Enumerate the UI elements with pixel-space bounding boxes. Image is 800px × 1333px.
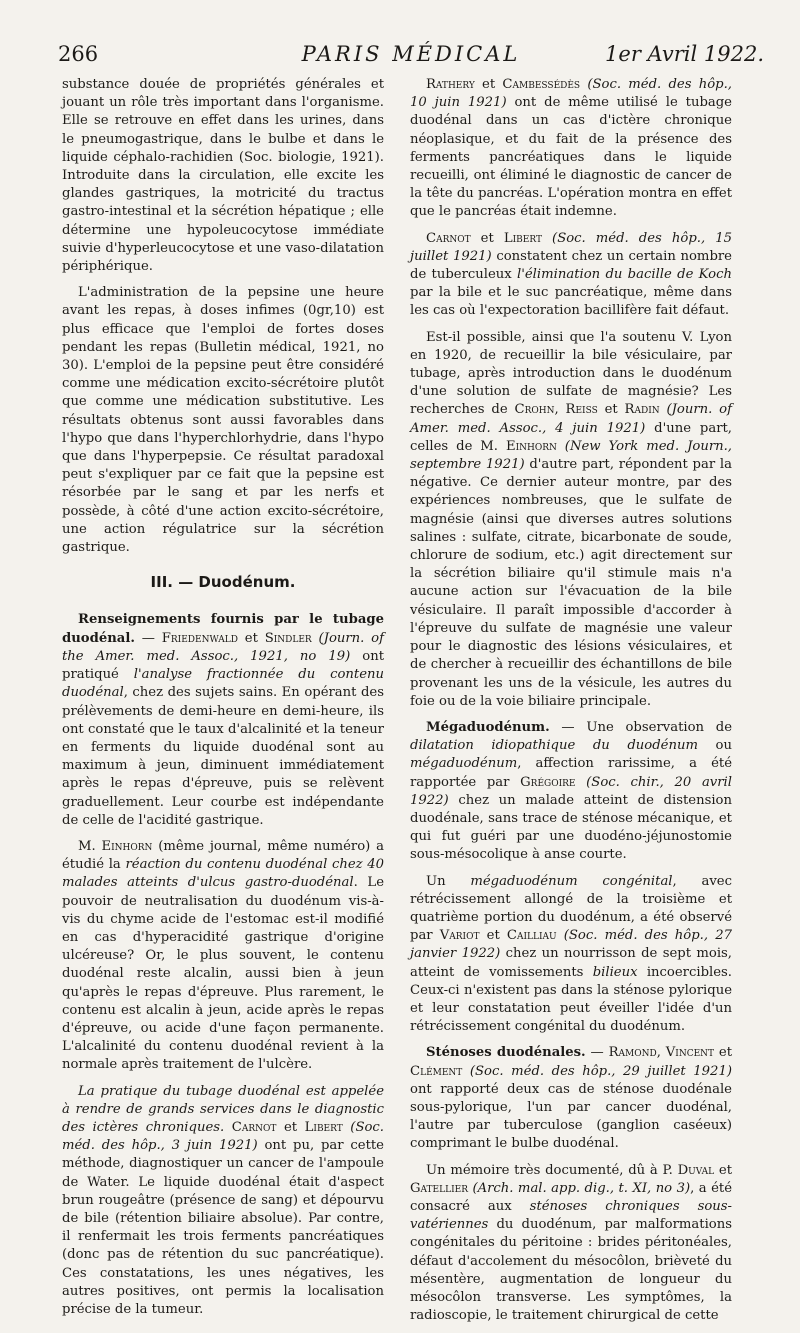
- author-name: Vincent: [665, 1045, 715, 1061]
- subsection-title: Sténoses duodénales.: [426, 1045, 586, 1061]
- issue-date: 1er Avril 1922.: [605, 42, 764, 66]
- section-heading: III. — Duodénum.: [150, 573, 296, 592]
- citation: (Journ. of Amer. med. Assoc., 4 juin 1921): [410, 402, 732, 436]
- author-name: Rathery: [426, 77, 475, 92]
- author-name: Radin: [624, 402, 660, 418]
- subsection-title: Mégaduodénum.: [426, 719, 550, 735]
- citation: (Soc. méd. des hôp., 27 janvier 1922): [410, 928, 732, 962]
- author-name: Duval: [677, 1162, 715, 1178]
- citation: (Soc. méd. des hôp., 29 juillet 1921): [462, 1063, 732, 1079]
- paragraph: Rathery et Cambessédès (Soc. méd. des hôp., 10 juin 1921) ont de même utilisé le tubage duodénal dans un cas d'ictère chronique néoplasique, et du fait de la présence des ferments pancréatiques dans le liquide recueilli, ont éliminé le diagnostic de cancer de la tête du pancréas. L'opération montra en effet que le pancréas était indemne.: [410, 77, 732, 220]
- author-name: Crohn: [514, 402, 555, 418]
- citation: (Soc. méd. des hôp., 15 juillet 1921): [410, 230, 732, 264]
- author-name: Ramond: [608, 1045, 657, 1061]
- author-name: Friedenwald: [161, 630, 238, 646]
- author-name: Libert: [304, 1119, 343, 1135]
- citation: (Soc. méd. des hôp., 10 juin 1921): [410, 77, 732, 111]
- running-header: [58, 42, 764, 72]
- author-name: Carnot: [231, 1119, 277, 1135]
- author-name: Cailliau: [506, 928, 557, 944]
- citation: (Arch. mal. app. dig., t. XI, no 3): [467, 1180, 691, 1196]
- author-name: Clément: [410, 1063, 463, 1079]
- paragraph: substance douée de propriétés générales et jouant un rôle très important dans l'organisme. Elle se retrouve en effet dans les urines, dans le pneumogastrique, dans le bulbe et dans le liquide céphalo-rachidien (Soc. biologie, 1921). Introduite dans la circulation, elle excite les glandes gastriques, la motricité du tractus gastro-intestinal et la sécrétion hépatique ; elle détermine une hypoleucocytose immédiate suivie d'hyperleucocytose et une vaso-dilatation périphérique.: [62, 77, 384, 275]
- left-column: [62, 76, 384, 1327]
- page-number: 266: [58, 42, 99, 66]
- author-name: Gatellier: [410, 1180, 468, 1196]
- paragraph: Un mémoire très documenté, dû à P. Duval et Gatellier (Arch. mal. app. dig., t. XI, no 3), a été consacré aux sténoses chroniques sous-vatériennes du duodénum, par malformations congénitales du péritoine : brides péritonéales, défaut d'accolement du mésocôlon, brièveté du mésentère, augmentation de longueur du mésocôlon transverse. Les symptômes, la radioscopie, le traitement chirurgical de cette: [410, 1162, 733, 1324]
- paragraph: La pratique du tubage duodénal est appelée à rendre de grands services dans le diagnostic des ictères chroniques. Carnot et Libert (Soc. méd. des hôp., 3 juin 1921) ont pu, par cette méthode, diagnostiquer un cancer de l'ampoule de Water. Le liquide duodénal était d'aspect brun rougeâtre (présence de sang) et dépourvu de bile (rétention biliaire absolue). Par contre, il renfermait les trois ferments pancréatiques (donc pas de rétention du suc pancréatique). Ces constatations, les unes négatives, les autres positives, ont permis la localisation précise de la tumeur.: [62, 1083, 384, 1317]
- paragraph: Mégaduodénum. — Une observation de dilatation idiopathique du duodénum ou mégaduodénum, affection rarissime, a été rapportée par Grégoire (Soc. chir., 20 avril 1922) chez un malade atteint de distension duodénale, sans trace de sténose mécanique, et qui fut guéri par une duodéno-jéjunostomie sous-mésocolique à anse courte.: [410, 719, 732, 863]
- author-name: Libert: [503, 230, 542, 246]
- author-name: Reiss: [565, 402, 598, 418]
- author-name: Einhorn: [505, 438, 557, 454]
- citation: (Journ. of the Amer. med. Assoc., 1921, no 19): [62, 630, 384, 664]
- paragraph: Sténoses duodénales. — Ramond, Vincent et Clément (Soc. méd. des hôp., 29 juillet 1921) ont rapporté deux cas de sténose duodénale sous-pylorique, l'un par cancer duodénal, l'autre par tuberculose (ganglion caséeux) comprimant le bulbe duodénal.: [410, 1045, 733, 1152]
- paragraph: Est-il possible, ainsi que l'a soutenu V. Lyon en 1920, de recueillir la bile vésiculaire, par tubage, après introduction dans le duodénum d'une solution de sulfate de magnésie? Les recherches de Crohn, Reiss et Radin (Journ. of Amer. med. Assoc., 4 juin 1921) d'une part, celles de M. Einhorn (New York med. Journ., septembre 1921) d'autre part, répondent par la négative. Ce dernier auteur montre, par des expériences nombreuses, que le sulfate de magnésie (ainsi que diverses autres solutions salines : sulfate, citrate, bicarbonate de soude, chlorure de sodium, etc.) agit directement sur la sécrétion biliaire qu'il stimule mais n'a aucune action sur l'évacuation de la bile vésiculaire. Il paraît impossible d'accorder à l'épreuve du sulfate de magnésie une valeur pour le diagnostic des lésions vésiculaires, et de chercher à recueillir des échantillons de bile provenant les uns de la vésicule, les autres du foie ou de la voie biliaire principale.: [410, 329, 733, 709]
- author-name: Carnot: [426, 230, 471, 246]
- paragraph: Un mégaduodénum congénital, avec rétrécissement allongé de la troisième et quatrième portion du duodénum, a été observé par Variot et Cailliau (Soc. méd. des hôp., 27 janvier 1922) chez un nourrisson de sept mois, atteint de vomissements bilieux incoercibles. Ceux-ci n'existent pas dans la sténose pylorique et leur constatation peut éveiller l'idée d'un rétrécissement congénital du duodénum.: [410, 873, 733, 1035]
- right-column: [410, 76, 732, 1333]
- author-name: Cambessédès: [502, 77, 581, 92]
- citation: (Soc. méd. des hôp., 3 juin 1921): [62, 1119, 384, 1154]
- journal-title: PARIS MÉDICAL: [301, 42, 521, 66]
- paragraph: L'administration de la pepsine une heure avant les repas, à doses infimes (0gr,10) est plus efficace que l'emploi de fortes doses pendant les repas (Bulletin médical, 1921, no 30). L'emploi de la pepsine peut être considéré comme une médication excito-sécrétoire plutôt que comme une médication substitutive. Les résultats obtenus sont aussi favorables dans l'hypo que dans l'hyperchlorhydrie, dans l'hypo que dans l'hyperpepsie. Ce résultat paradoxal peut s'expliquer par ce fait que la pepsine est résorbée par le sang et par les nerfs et possède, à côté d'une action excito-sécrétoire, une action régulatrice sur la sécrétion gastrique.: [62, 285, 384, 556]
- author-name: M. Einhorn: [78, 838, 153, 854]
- subsection-title: Renseignements fournis par le tubage duodénal.: [62, 612, 384, 646]
- paragraph: Renseignements fournis par le tubage duodénal. — Friedenwald et Sindler (Journ. of the Amer. med. Assoc., 1921, no 19) ont pratiqué l'analyse fractionnée du contenu duodénal, chez des sujets sains. En opérant des prélèvements de demi-heure en demi-heure, ils ont constaté que le taux d'alcalinité et la teneur en ferments du liquide duodénal sont au maximum à jeun, diminuent immédiatement après le repas d'épreuve, puis se relèvent graduellement. Leur courbe est indépendante de celle de l'acidité gastrique.: [62, 612, 384, 828]
- author-name: Sindler: [264, 630, 312, 646]
- author-name: Variot: [439, 928, 480, 944]
- paragraph: Carnot et Libert (Soc. méd. des hôp., 15 juillet 1921) constatent chez un certain nombre de tuberculeux l'élimination du bacille de Koch par la bile et le suc pancréatique, même dans les cas où l'expectoration bacillifère fait défaut.: [410, 230, 732, 319]
- paragraph: M. Einhorn (même journal, même numéro) a étudié la réaction du contenu duodénal chez 40 malades atteints d'ulcus gastro-duodénal. Le pouvoir de neutralisation du duodénum vis-à-vis du chyme acide de l'estomac est-il modifié en cas d'hyperacidité gastrique d'origine ulcéreuse? Or, le plus souvent, le contenu duodénal reste alcalin, aussi bien à jeun qu'après le repas d'épreuve. Plus rarement, le contenu est alcalin à jeun, acide après le repas d'épreuve, ou acide d'une façon permanente. L'alcalinité du contenu duodénal revient à la normale après traitement de l'ulcère.: [62, 838, 385, 1073]
- citation: (Soc. chir., 20 avril 1922): [410, 774, 732, 808]
- author-name: Grégoire: [520, 774, 576, 790]
- citation: (New York med. Journ., septembre 1921): [410, 438, 733, 473]
